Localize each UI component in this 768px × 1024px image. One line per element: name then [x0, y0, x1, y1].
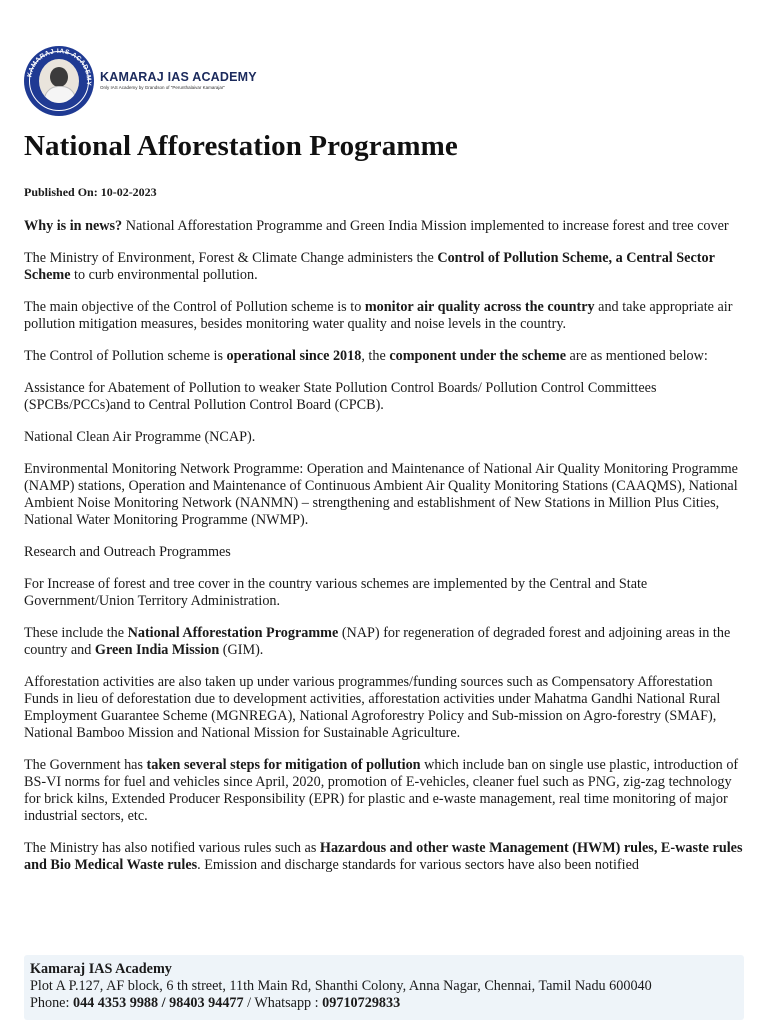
published-date: Published On: 10-02-2023	[24, 185, 157, 199]
paragraph-research: Research and Outreach Programmes	[24, 544, 231, 560]
brand-tagline: Only IAS Academy by Grandson of "Perunthalaivar Kamarajar"	[100, 85, 226, 90]
article-title: National Afforestation Programme	[24, 130, 458, 162]
paragraph-monitoring-network: Environmental Monitoring Network Programme: Operation and Maintenance of National Air Quality Monitoring Programme (NAMP) stations, Operation and Maintenance of Continuous Ambient Air Quality Monitoring Stations (CAAQMS), National Ambient Noise Monitoring Network (NANMN) – strengthening and establishment of New Stations in Million Plus Cities, National Water Monitoring Programme (NWMP).	[24, 461, 738, 528]
contact-footer	[24, 955, 744, 1020]
paragraph-ncap: National Clean Air Programme (NCAP).	[24, 429, 256, 445]
paragraph-ministry: The Ministry of Environment, Forest & Climate Change administers the Control of Pollution Scheme, a Central Sector Scheme to curb environmental pollution.	[24, 250, 715, 283]
paragraph-why-in-news: Why is in news? National Afforestation Programme and Green India Mission implemented to increase forest and tree cover	[24, 218, 729, 234]
brand-block	[100, 70, 257, 90]
paragraph-mitigation-steps: The Government has taken several steps for mitigation of pollution which include ban on single use plastic, introduction of BS-VI norms for fuel and vehicles since April, 2020, promotion of E-vehicles, cleaner fuel such as PNG, zig-zag technology for brick kilns, Extended Producer Responsibility (EPR) for plastic and e-waste management, real time monitoring of major industrial sectors, etc.	[24, 757, 739, 824]
paragraph-objective: The main objective of the Control of Pollution scheme is to monitor air quality across the country and take appropriate air pollution mitigation measures, besides monitoring water quality and noise levels in the country.	[24, 299, 733, 332]
paragraph-forest-cover: For Increase of forest and tree cover in the country various schemes are implemented by the Central and State Government/Union Territory Administration.	[24, 576, 648, 609]
footer-contact-line: Phone: 044 4353 9988 / 98403 94477 / Whatsapp : 09710729833	[30, 995, 401, 1011]
brand-name: KAMARAJ IAS ACADEMY	[100, 70, 257, 84]
svg-text:KAMARAJ IAS ACADEMY: KAMARAJ IAS ACADEMY	[26, 47, 93, 87]
footer-academy-name: Kamaraj IAS Academy	[30, 961, 172, 977]
paragraph-waste-rules: The Ministry has also notified various rules such as Hazardous and other waste Management (HWM) rules, E-waste rules and Bio Medical Waste rules. Emission and discharge standards for various sectors have also been notified	[24, 840, 743, 873]
paragraph-operational: The Control of Pollution scheme is operational since 2018, the component under the scheme are as mentioned below:	[24, 348, 708, 364]
article-body	[24, 218, 746, 889]
portrait-image	[39, 59, 79, 103]
whatsapp-number[interactable]: 09710729833	[322, 995, 401, 1011]
paragraph-nap-gim: These include the National Afforestation Programme (NAP) for regeneration of degraded forest and adjoining areas in the country and Green India Mission (GIM).	[24, 625, 731, 658]
site-header	[24, 46, 257, 116]
phone-number[interactable]: 044 4353 9988 / 98403 94477	[72, 995, 244, 1011]
paragraph-afforestation-activities: Afforestation activities are also taken up under various programmes/funding sources such as Compensatory Afforestation Funds in lieu of deforestation due to development activities, afforestation activities under Mahatma Gandhi National Rural Employment Guarantee Scheme (MGNREGA), National Agroforestry Policy and Sub-mission on Agro-forestry (SMAF), National Bamboo Mission and National Mission for Sustainable Agriculture.	[24, 674, 721, 741]
footer-address: Plot A P.127, AF block, 6 th street, 11th Main Rd, Shanthi Colony, Anna Nagar, Chennai, Tamil Nadu 600040	[30, 978, 652, 994]
paragraph-assistance: Assistance for Abatement of Pollution to weaker State Pollution Control Boards/ Pollution Control Committees (SPCBs/PCCs)and to Central Pollution Control Board (CPCB).	[24, 380, 657, 413]
academy-seal-logo	[24, 46, 94, 116]
